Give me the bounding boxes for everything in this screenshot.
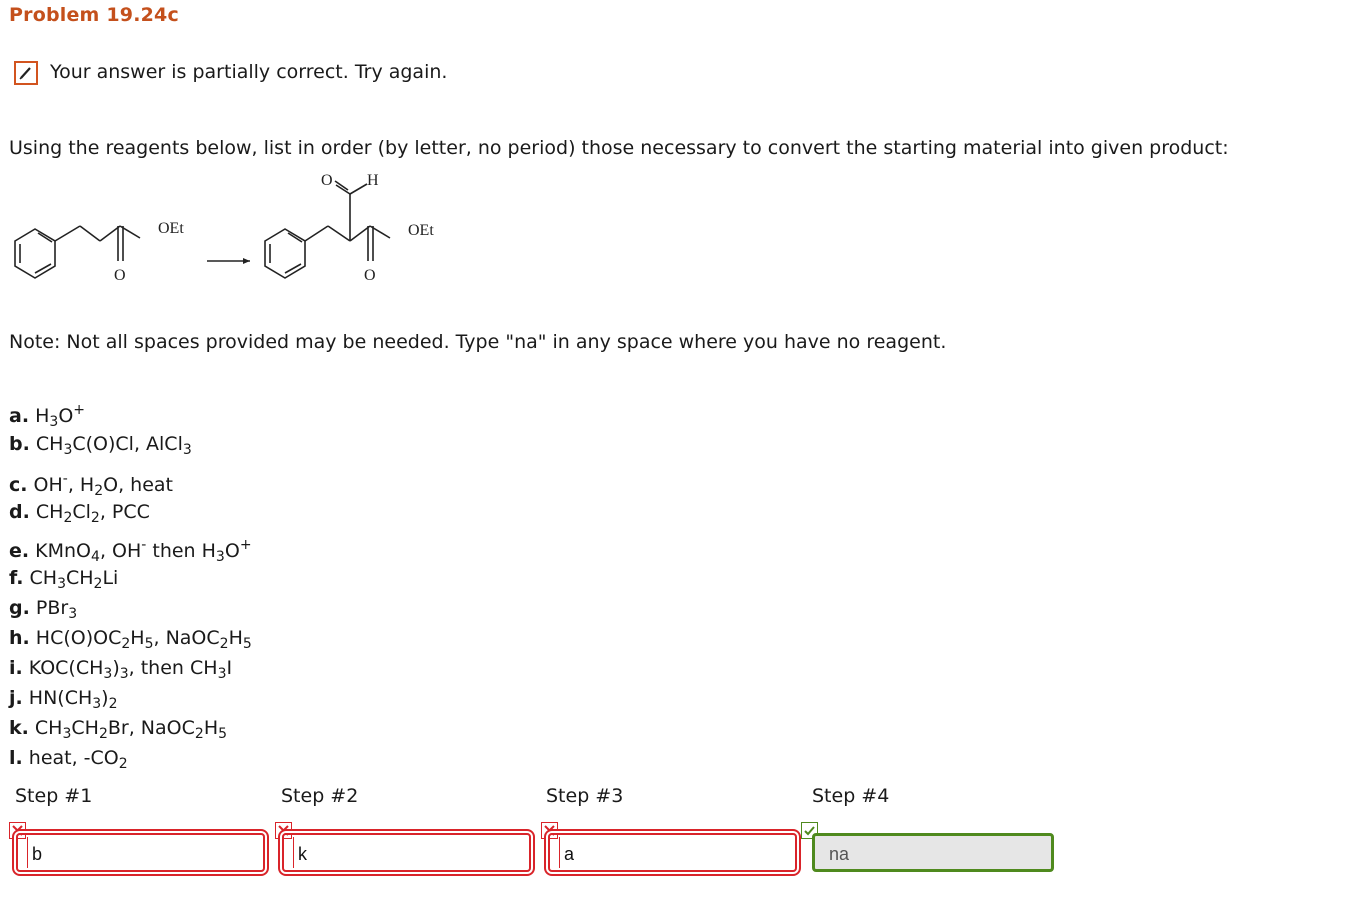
reagent-item <box>9 567 118 592</box>
reagent-item <box>9 717 227 742</box>
step-2-label: Step #2 <box>281 785 359 807</box>
reagent-letter: b. <box>9 433 30 455</box>
reagent-letter: e. <box>9 540 30 562</box>
reagent-letter: j. <box>9 687 23 709</box>
reagent-item <box>9 471 173 499</box>
reagent-letter: c. <box>9 474 28 496</box>
reagent-text: $KOC(CH_3)_3$, then $CH_3I$ <box>28 657 233 682</box>
reagent-letter: d. <box>9 501 30 523</box>
feedback-status: Your answer is partially correct. Try again. <box>50 61 448 83</box>
reagent-text: $CH_3C(O)Cl$, AlCl$_3$ <box>35 433 192 458</box>
step-2-input[interactable] <box>284 835 529 870</box>
reagent-text: heat, $-CO_2$ <box>28 747 128 772</box>
product-h-label: H <box>367 172 379 189</box>
product-oet-label: OEt <box>408 222 434 239</box>
reagent-letter: g. <box>9 597 30 619</box>
question-instruction: Using the reagents below, list in order (by letter, no period) those necessary to convert the starting material into given product: <box>9 137 1229 159</box>
reagent-text: $HN(CH_3)_2$ <box>28 687 118 712</box>
step-4-answer-box <box>812 833 1054 872</box>
step-1-input[interactable] <box>18 835 263 870</box>
step-2-answer-box <box>282 833 531 872</box>
reagent-text: KMnO$_4$, OH- then $H_3O^+$ <box>35 537 252 565</box>
question-note: Note: Not all spaces provided may be needed. Type "na" in any space where you have no reagent. <box>9 331 947 353</box>
reagent-item <box>9 627 252 652</box>
reagent-item <box>9 687 118 712</box>
reagent-item <box>9 402 85 430</box>
reagent-text: $CH_3CH_2Li$ <box>29 567 119 592</box>
step-4-input[interactable] <box>815 836 1051 869</box>
reagent-text: $HC(O)OC_2H_5$, $NaOC_2H_5$ <box>35 627 252 652</box>
reagent-letter: a. <box>9 405 30 427</box>
reagent-item <box>9 747 128 772</box>
product-structure <box>265 181 390 278</box>
problem-title: Problem 19.24c <box>9 4 179 26</box>
reagent-letter: h. <box>9 627 30 649</box>
reagent-item <box>9 597 77 622</box>
reagent-letter: i. <box>9 657 23 679</box>
reagent-letter: k. <box>9 717 29 739</box>
reagent-item <box>9 537 252 565</box>
reagent-letter: l. <box>9 747 23 769</box>
reagent-text: PBr$_3$ <box>35 597 78 622</box>
step-3-label: Step #3 <box>546 785 624 807</box>
product-o-label: O <box>364 267 376 284</box>
step-4-label: Step #4 <box>812 785 890 807</box>
pencil-icon <box>14 61 38 85</box>
reagent-text: $H_3O^+$ <box>35 402 86 430</box>
step-1-answer-box <box>16 833 265 872</box>
step-3-input[interactable] <box>550 835 795 870</box>
step-3-answer-box <box>548 833 797 872</box>
reagent-text: OH-, $H_2O$, heat <box>33 471 173 499</box>
reagent-letter: f. <box>9 567 24 589</box>
start-oet-label: OEt <box>158 220 184 237</box>
step-1-label: Step #1 <box>15 785 93 807</box>
reaction-scheme <box>10 166 450 296</box>
reagent-item <box>9 657 232 682</box>
reagent-item <box>9 501 150 526</box>
reagent-item <box>9 433 192 458</box>
reagent-text: $CH_3CH_2Br$, $NaOC_2H_5$ <box>34 717 228 742</box>
product-aldehyde-o-label: O <box>321 172 333 189</box>
reagent-text: $CH_2Cl_2$, PCC <box>35 501 150 526</box>
start-o-label: O <box>114 267 126 284</box>
reaction-arrow <box>207 258 250 264</box>
